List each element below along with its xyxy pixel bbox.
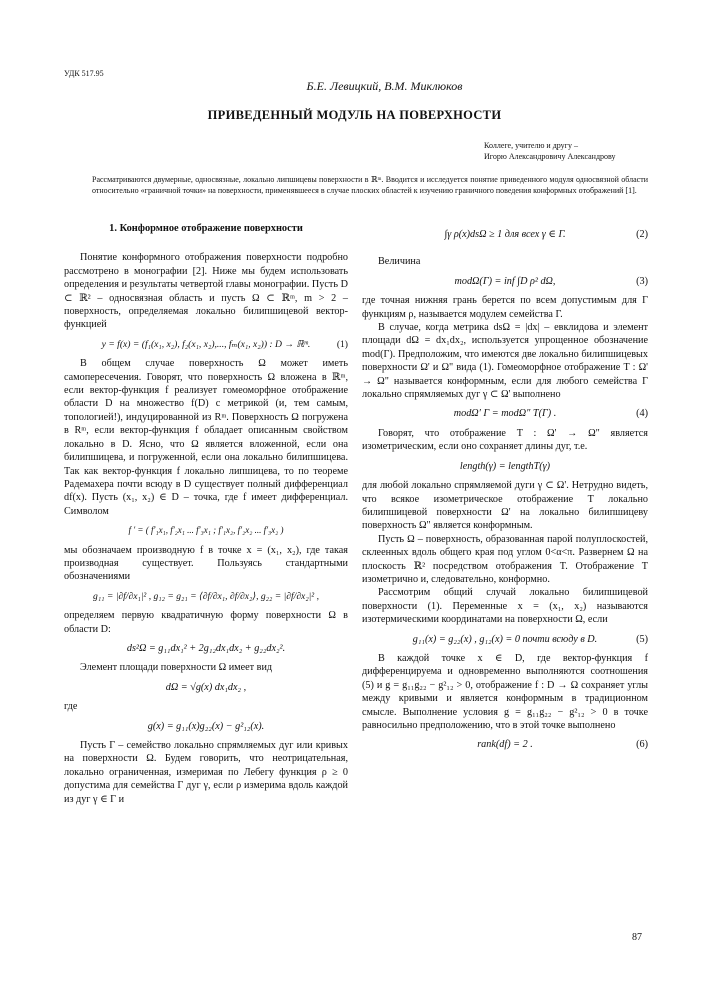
- paper-title: ПРИВЕДЕННЫЙ МОДУЛЬ НА ПОВЕРХНОСТИ: [207, 108, 502, 122]
- equation-number: (1): [336, 338, 348, 350]
- equation-number: (2): [636, 229, 648, 240]
- authors: Б.Е. Левицкий, В.М. Миклюков: [306, 79, 463, 93]
- dedication-line-1: Коллеге, учителю и другу –: [484, 141, 578, 150]
- equation-5: [362, 633, 648, 646]
- equation-2: [362, 228, 648, 241]
- paragraph: Элемент площади поверхности Ω имеет вид: [80, 662, 273, 674]
- left-column: [64, 222, 348, 806]
- paragraph: где: [64, 701, 78, 713]
- equation-first-form: ds²Ω = g₁₁dx₁² + 2g₁₂dx₁dx₂ + g₂₂dx₂².: [126, 642, 286, 654]
- paragraph: Говорят, что отображение T : Ω' → Ω" является изометрическим, если оно сохраняет длины дуг, т.е.: [362, 427, 648, 453]
- equation-area-element: dΩ = √g(x) dx₁dx₂ ,: [165, 681, 247, 693]
- paragraph: мы обозначаем производную f в точке x = (x₁, x₂), где такая производная существует. Пользуясь стандартными обозначениями: [64, 544, 348, 583]
- paragraph: В общем случае поверхность Ω может иметь самопересечения. Говорят, что поверхность Ω вложена в ℝᵐ, если вектор-функция f реализует гомеоморфное отображение области D на множество f(D) с метрикой (и, тем самым, топологией!), индуцированной из Rᵐ. Поверхность Ω погружена в Rᵐ, если вектор-функция f обладает описанным свойством локально в D. Ясно, что Ω является вложенной, если она билипшицева, и погруженной, если она локально билипшицева. Так как вектор-функция f локально липшицева, то по теореме Радемахера почти всюду в D существует полный дифференциал df(x). Пусть (x₁, x₂) ∈ D – точка, где f имеет дифференциал. Символом: [64, 358, 348, 517]
- paragraph: Рассмотрим общий случай локально билипшицевой поверхности (1). Переменные x = (x₁, x₂) называются изотермическими координатами на поверхности Ω, если: [362, 587, 648, 626]
- equation-body: g₁₁(x) = g₂₂(x) , g₁₂(x) = 0 почти всюду в D.: [412, 633, 598, 645]
- equation-metric: g₁₁ = |∂f/∂x₁|² , g₁₂ = g₂₁ = ⟨∂f/∂x₁, ∂f/∂x₂⟩, g₂₂ = |∂f/∂x₂|² ,: [93, 590, 319, 602]
- dedication: [484, 140, 616, 162]
- paragraph: В каждой точке x ∈ D, где вектор-функция f дифференцируема и одновременно выполняются соотношения (5) и g = g₁₁g₂₂ − g²₁₂ > 0, отображение f : D → Ω сохраняет углы между кривыми и является конформным в традиционном смысле. Выполнение условия g = g₁₁g₂₂ − g²₁₂ > 0 в точке равносильно предположению, что в этой точке выполнено: [362, 652, 648, 731]
- paragraph: Пусть Ω – поверхность, образованная парой полуплоскостей, склеенных вдоль общего края под углом 0<α<π. Развернем Ω на плоскость ℝ² посредством отображения T. Отображение T изометрично и, следовательно, конформно.: [362, 533, 648, 585]
- paragraph: Величина: [378, 256, 421, 268]
- equation-fprime: f ′ = ( f′₁x₁, f′₂x₁ ... f′₃x₁ ; f′₁x₂, f′₂x₂ ... f′₃x₂ ): [128, 525, 284, 536]
- paragraph: Понятие конформного отображения поверхности подробно рассмотрено в монографии [2]. Ниже мы будем использовать определения и результаты четвертой главы монографии. Пусть D ⊂ ℝ² – односвязная область и пусть Ω ⊂ ℝᵐ, m > 2 – поверхность, определяемая локально билипшицевой вектор-функцией: [64, 252, 348, 331]
- equation-number: (6): [636, 739, 648, 751]
- page-number: 87: [632, 932, 642, 943]
- equation-body: ∫γ ρ(x)dsΩ ≥ 1 для всех γ ∈ Γ.: [444, 229, 566, 240]
- paragraph: Пусть Γ – семейство локально спрямляемых дуг или кривых на поверхности Ω. Будем говорить, что неотрицательная, локально ограниченная, измеримая по Лебегу функция ρ ≥ 0 допустима для семейства Γ дуг γ, если ρ измерима вдоль каждой из дуг γ ∈ Γ и: [64, 740, 348, 805]
- udc-code: УДК 517.95: [64, 69, 104, 78]
- equation-g: g(x) = g₁₁(x)g₂₂(x) − g²₁₂(x).: [147, 720, 265, 732]
- equation-number: (3): [636, 275, 648, 287]
- right-column: [362, 222, 648, 758]
- equation-body: modΩ′ Γ = modΩ″ T(Γ) .: [453, 408, 557, 420]
- equation-number: (5): [636, 633, 648, 645]
- equation-1: [64, 338, 348, 351]
- abstract: Рассматриваются двумерные, односвязные, локально липшицевы поверхности в ℝᵐ. Вводится и исследуется понятие приведенного модуля односвязной области относительно «граничной точки» на поверхности, применявшееся в случае плоских областей к изучению граничного поведения конформных отображений [1].: [92, 175, 648, 195]
- equation-length: length(γ) = lengthT(γ): [459, 460, 551, 472]
- equation-4: [362, 407, 648, 420]
- paragraph: для любой локально спрямляемой дуги γ ⊂ Ω'. Нетрудно видеть, что всякое изометрическое отображение T локально билипшицевой поверхности Ω' на локально билипшицеву поверхность Ω" является конформным.: [362, 480, 648, 532]
- equation-6: [362, 738, 648, 751]
- equation-body: y = f(x) = (f₁(x₁, x₂), f₂(x₁, x₂),..., fₘ(x₁, x₂)) : D → ℝᵐ.: [101, 338, 311, 350]
- equation-body: rank(df) = 2 .: [477, 739, 533, 751]
- equation-body: modΩ(Γ) = inf ∫D ρ² dΩ,: [454, 275, 556, 287]
- dedication-line-2: Игорю Александровичу Александрову: [484, 152, 616, 161]
- section-heading: 1. Конформное отображение поверхности: [109, 223, 303, 234]
- paragraph: В случае, когда метрика dsΩ = |dx| – евклидова и элемент площади dΩ = dx₁dx₂, используется упрощенное обозначение mod(Γ). Предположим, что имеются две локально билипшицевых поверхности Ω' и Ω" вида (1). Гомеоморфное отображение T : Ω' → Ω" называется конформным, если для любого семейства Γ локально спрямляемых дуг γ ⊂ Ω' выполнено: [362, 322, 648, 401]
- paragraph: определяем первую квадратичную форму поверхности Ω в области D:: [64, 610, 348, 635]
- equation-number: (4): [636, 408, 648, 420]
- paragraph: где точная нижняя грань берется по всем допустимым для Γ функциям ρ, называется модулем семейства Γ.: [362, 295, 648, 320]
- equation-3: [362, 275, 648, 288]
